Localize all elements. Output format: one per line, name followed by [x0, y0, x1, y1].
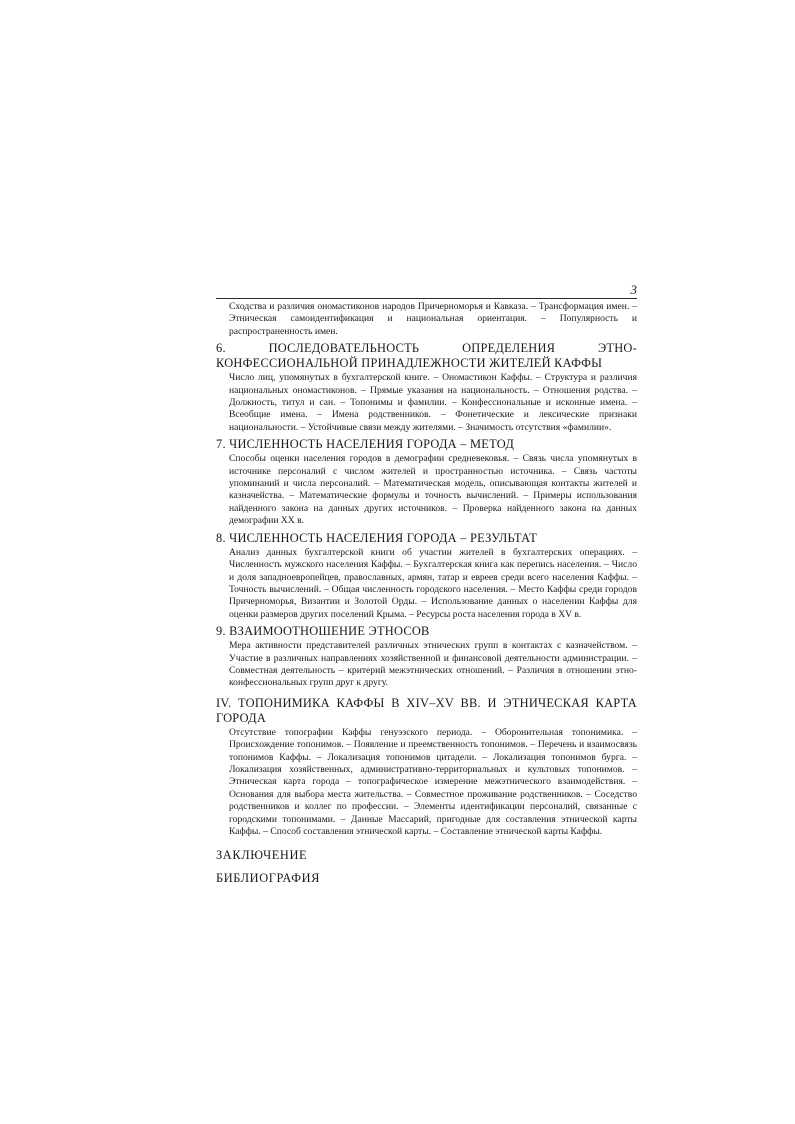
section-8-text: Анализ данных бухгалтерской книги об участии жителей в бухгалтерских операциях. – Численность мужского населения Каффы. – Бухгалтерская книга как перепись населения. – Число и доля западноевропейцев, православных, армян, татар и евреев среди всего населения Каффы. – Точность вычислений. – Общая численность городского населения. – Место Каффы среди городов Причерноморья, Византии и Золотой Орды. – Использование данных о населении Каффы для оценки размеров других поселений Крыма. – Ресурсы роста населения города в XV в. — [229, 546, 637, 620]
section-7-heading: 7. ЧИСЛЕННОСТЬ НАСЕЛЕНИЯ ГОРОДА – МЕТОД — [216, 437, 515, 452]
bibliography-heading: БИБЛИОГРАФИЯ — [216, 871, 321, 886]
section-8-heading: 8. ЧИСЛЕННОСТЬ НАСЕЛЕНИЯ ГОРОДА – РЕЗУЛЬТАТ — [216, 530, 538, 545]
section-6-text: Число лиц, упомянутых в бухгалтерской книге. – Ономастикон Каффы. – Структура и различия национальных ономастиконов. – Прямые указания на национальность. – Отношения родства. – Должность, титул и сан. – Топонимы и фамилии. – Конфессиональные и исконные имена. – Всеобщие имена. – Имена родственников. – Фонетические и лексические признаки национальности. – Устойчивые связи между жителями. – Значимость отсутствия «фамилии». — [229, 372, 637, 433]
section-9-heading: 9. ВЗАИМООТНОШЕНИЕ ЭТНОСОВ — [216, 624, 430, 639]
part-4-heading: IV. ТОПОНИМИКА КАФФЫ В XIV–XV ВВ. И ЭТНИЧЕСКАЯ КАРТА ГОРОДА — [216, 695, 637, 725]
part-4-text: Отсутствие топографии Каффы генуэзского периода. – Оборонительная топонимика. – Происхождение топонимов. – Появление и преемственность топонимов. – Перечень и взаимосвязь топонимов Каффы. – Локализация топонимов цитадели. – Локализация топонимов бурга. – Локализация хозяйственных, административно-территориальных и культовых топонимов. – Этническая карта города – топографическое измерение межэтнического взаимодействия. – Основания для выбора места жительства. – Совместное проживание родственников. – Соседство родственников и коллег по профессии. – Элементы идентификации персоналий, связанные с городскими топонимами. – Данные Массарий, пригодные для составления этнической карты Каффы. – Способ составления этнической карты. – Составление этнической карты Каффы. — [229, 726, 637, 837]
table-of-contents — [216, 283, 637, 886]
conclusion-heading: ЗАКЛЮЧЕНИЕ — [216, 848, 308, 863]
section-7-text: Способы оценки населения городов в демографии средневековья. – Связь числа упомянутых в источнике персоналий с числом жителей и пространностью источника. – Связь частоты упоминаний и числа персоналий. – Математическая модель, описывающая контакты жителей и казначейства. – Математические формулы и точность вычислений. – Примеры использования найденного закона на данных других источников. – Проверка найденного закона на данных демографии XX в. — [229, 453, 637, 527]
page-content — [216, 283, 637, 894]
section-6-heading: 6. ПОСЛЕДОВАТЕЛЬНОСТЬ ОПРЕДЕЛЕНИЯ ЭТНО-КОНФЕССИОНАЛЬНОЙ ПРИНАДЛЕЖНОСТИ ЖИТЕЛЕЙ КАФФЫ — [216, 341, 637, 371]
section-9-text: Мера активности представителей различных этнических групп в контактах с казначейством. – Участие в различных направлениях хозяйственной и финансовой деятельности администрации. – Совместная деятельность – критерий межэтнических отношений. – Различия в отношении этно-конфессиональных групп друг к другу. — [229, 640, 637, 689]
page-number: 3 — [630, 282, 637, 297]
header-rule — [216, 298, 637, 299]
intro-paragraph: Сходства и различия ономастиконов народов Причерноморья и Кавказа. – Трансформация имен. – Этническая самоидентификация и национальная ориентация. – Популярность и распространенность имен. — [229, 301, 637, 337]
